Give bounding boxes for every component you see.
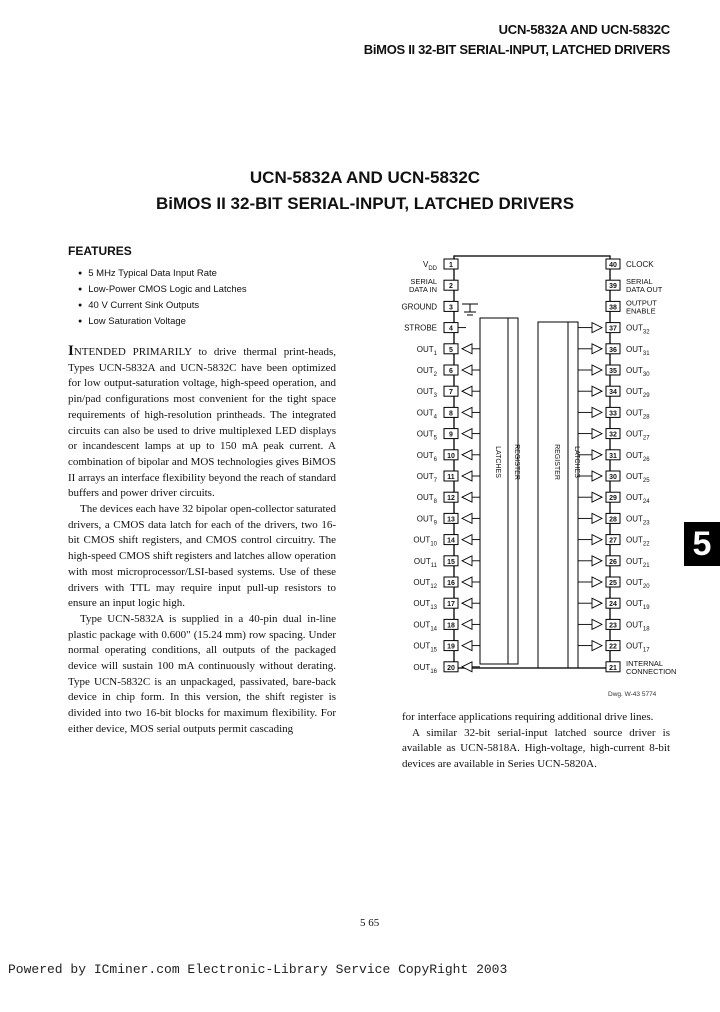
pin-label: SERIAL DATA IN bbox=[408, 277, 437, 295]
pin-number: 28 bbox=[609, 516, 617, 524]
ground-symbol bbox=[462, 304, 478, 315]
header-part-numbers: UCN-5832A AND UCN-5832C bbox=[498, 22, 670, 37]
pin-number: 13 bbox=[447, 516, 455, 524]
pin-label: $OUT_{30}$ bbox=[626, 366, 650, 378]
driver-triangle bbox=[592, 429, 602, 439]
driver-triangle bbox=[592, 535, 602, 545]
pin-label: $OUT_5$ bbox=[416, 429, 437, 442]
body-paragraph-2: The devices each have 32 bipolar open-collector saturated drivers, a CMOS data latch for each of the drivers, two 16-bit CMOS shift registers, and CMOS control circuitry. The high-speed CMOS shift registers and latches allow operation with most microprocessor/LSI-based systems. Use of these drivers with TTL may require input pull-up resistors to ensure an input logic high. bbox=[68, 503, 336, 610]
pin-number: 2 bbox=[449, 283, 453, 291]
body-column-left bbox=[68, 344, 336, 738]
pin-number: 37 bbox=[609, 325, 617, 333]
driver-triangle bbox=[462, 407, 472, 417]
pin-label: $OUT_{12}$ bbox=[413, 578, 437, 590]
pin-label: CLOCK bbox=[626, 260, 654, 269]
pin-label: GROUND bbox=[401, 302, 437, 312]
pin-label: $OUT_2$ bbox=[416, 366, 437, 378]
driver-triangle bbox=[462, 535, 472, 545]
driver-triangle bbox=[592, 492, 602, 502]
pin-label: $OUT_{20}$ bbox=[626, 578, 650, 590]
feature-item: ● Low-Power CMOS Logic and Latches bbox=[78, 282, 247, 298]
driver-triangle bbox=[462, 492, 472, 502]
pin-number: 34 bbox=[609, 389, 617, 397]
pinout-diagram bbox=[380, 252, 680, 708]
pin-label: $OUT_4$ bbox=[416, 408, 437, 421]
page-number: 5 65 bbox=[360, 917, 380, 929]
latches-block-right bbox=[568, 322, 578, 668]
driver-triangle bbox=[592, 471, 602, 481]
driver-triangle bbox=[462, 598, 472, 608]
pin-number: 10 bbox=[447, 452, 455, 460]
pin-number: 40 bbox=[609, 262, 617, 269]
latches-block-left bbox=[480, 318, 508, 664]
pin-label: $OUT_{31}$ bbox=[626, 344, 650, 357]
pin-number: 32 bbox=[609, 431, 617, 439]
pin-label: $OUT_{13}$ bbox=[413, 599, 437, 612]
pin-number: 16 bbox=[447, 580, 455, 587]
block-label: REGISTER bbox=[553, 444, 560, 480]
pin-label: $OUT_{17}$ bbox=[626, 641, 650, 654]
pin-label: $OUT_{16}$ bbox=[413, 662, 437, 675]
pin-label: INTERNAL CONNECTION bbox=[626, 658, 677, 676]
pin-label: STROBE bbox=[404, 323, 437, 333]
pin-number: 14 bbox=[447, 537, 455, 545]
driver-triangle bbox=[462, 450, 472, 460]
pin-label: $OUT_{24}$ bbox=[626, 493, 650, 506]
page-subtitle: BiMOS II 32-BIT SERIAL-INPUT, LATCHED DRIVERS bbox=[155, 194, 575, 213]
pin-number: 6 bbox=[449, 368, 453, 375]
section-tab: 5 bbox=[684, 522, 720, 566]
body-column-right bbox=[402, 710, 670, 773]
pin-label: SERIAL DATA OUT bbox=[626, 277, 663, 295]
pin-label: $OUT_{28}$ bbox=[626, 408, 650, 421]
pin-number: 25 bbox=[609, 580, 617, 587]
driver-triangle bbox=[462, 344, 472, 354]
dropcap: I bbox=[68, 343, 74, 359]
driver-triangle bbox=[462, 386, 472, 396]
pin-label: $OUT_{26}$ bbox=[626, 450, 650, 463]
pin-number: 22 bbox=[609, 643, 617, 651]
driver-triangle bbox=[462, 577, 472, 587]
pin-number: 31 bbox=[609, 452, 617, 460]
register-block-right bbox=[538, 322, 568, 668]
page-title: UCN-5832A AND UCN-5832C bbox=[249, 168, 481, 187]
pin-label: $OUT_{10}$ bbox=[413, 535, 437, 548]
pin-number: 27 bbox=[609, 537, 617, 545]
pin-number: 1 bbox=[449, 262, 453, 269]
body-paragraph-3-continued: for interface applications requiring additional drive lines. bbox=[402, 711, 654, 723]
pin-label: $OUT_{14}$ bbox=[413, 620, 437, 633]
driver-triangle bbox=[592, 513, 602, 523]
driver-triangle bbox=[592, 407, 602, 417]
pin-number: 38 bbox=[609, 304, 617, 312]
pin-number: 35 bbox=[609, 368, 617, 375]
features-list bbox=[78, 266, 247, 330]
features-heading: FEATURES bbox=[68, 244, 132, 258]
chip-body bbox=[454, 256, 610, 668]
pin-label: $OUT_{21}$ bbox=[626, 556, 650, 569]
pin-number: 15 bbox=[447, 558, 455, 566]
pin-number: 23 bbox=[609, 622, 617, 630]
pin-label: $OUT_3$ bbox=[416, 387, 437, 400]
pin-label: OUTPUT ENABLE bbox=[626, 298, 657, 316]
pin-number: 3 bbox=[449, 304, 453, 312]
pin-label: $OUT_{32}$ bbox=[626, 323, 650, 336]
driver-triangle bbox=[592, 598, 602, 608]
feature-item: ● 5 MHz Typical Data Input Rate bbox=[78, 266, 247, 282]
driver-triangle bbox=[592, 641, 602, 651]
pin-label: $OUT_{22}$ bbox=[626, 535, 650, 548]
pin-number: 39 bbox=[609, 283, 617, 291]
pin-number: 11 bbox=[447, 474, 455, 481]
pin-label: $OUT_6$ bbox=[416, 450, 437, 463]
driver-triangle bbox=[462, 513, 472, 523]
pin-label: $V_{DD}$ bbox=[422, 260, 437, 272]
driver-triangle bbox=[592, 386, 602, 396]
pin-label: $OUT_{23}$ bbox=[626, 514, 650, 527]
pin-number: 26 bbox=[609, 558, 617, 566]
paragraph-text: to drive thermal print-heads, Types UCN-5832A and UCN-5832C have been optimized for low output-saturation voltage, high-speed operation, and pin/pad configurations most convenient for the tight space requirements of high-resolution printheads. The integrated circuits can also be used to drive multiplexed LED displays or incandescent lamps at up to 150 mA peak current. A combination of bipolar and MOS technologies gives BiMOS II arrays an interface flexibility beyond the reach of standard buffers and power driver circuits. bbox=[68, 346, 336, 500]
driver-triangle bbox=[592, 450, 602, 460]
pin-number: 30 bbox=[609, 474, 617, 481]
pin-number: 36 bbox=[609, 346, 617, 354]
driver-triangle bbox=[462, 556, 472, 566]
pin-number: 20 bbox=[447, 664, 455, 672]
pin-number: 21 bbox=[609, 664, 617, 672]
driver-triangle bbox=[592, 577, 602, 587]
feature-item: ● Low Saturation Voltage bbox=[78, 314, 247, 330]
driver-triangle bbox=[462, 365, 472, 375]
pin-number: 7 bbox=[449, 389, 453, 397]
pin-number: 24 bbox=[609, 601, 617, 609]
lead-in: NTENDED PRIMARILY bbox=[73, 346, 192, 358]
driver-triangle bbox=[462, 641, 472, 651]
footer-copyright: Powered by ICminer.com Electronic-Library Service CopyRight 2003 bbox=[8, 962, 508, 977]
driver-triangle bbox=[592, 344, 602, 354]
pin-number: 18 bbox=[447, 622, 455, 630]
pin-label: $OUT_9$ bbox=[416, 514, 437, 527]
block-label: LATCHES bbox=[494, 446, 501, 478]
pin-number: 12 bbox=[447, 495, 455, 503]
pin-label: $OUT_{15}$ bbox=[413, 641, 437, 654]
pin-label: $OUT_{25}$ bbox=[626, 472, 650, 484]
pin-label: $OUT_{29}$ bbox=[626, 387, 650, 400]
pin-label: $OUT_{18}$ bbox=[626, 620, 650, 633]
pin-number: 9 bbox=[449, 431, 453, 439]
driver-triangle bbox=[462, 662, 472, 672]
drawing-number: Dwg. W-43 5774 bbox=[608, 691, 657, 698]
pin-number: 5 bbox=[449, 346, 453, 354]
driver-triangle bbox=[462, 471, 472, 481]
body-paragraph-3: Type UCN-5832A is supplied in a 40-pin dual in-line plastic package with 0.600" (15.24 mm) row spacing. Under normal operating conditions, all outputs of the packaged device will sustain 100 mA continuously without derating. Type UCN-5832C is an unpackaged, passivated, bare-back device in chip form. In this version, the shift register is divided into two 16-bit blocks for maximum flexibility. For either device, MOS serial outputs permit cascading bbox=[68, 612, 336, 735]
pin-label: $OUT_7$ bbox=[416, 472, 437, 484]
pin-label: $OUT_8$ bbox=[416, 493, 437, 506]
pin-label: $OUT_1$ bbox=[416, 344, 437, 357]
pin-label: $OUT_{11}$ bbox=[413, 556, 437, 569]
driver-triangle bbox=[462, 429, 472, 439]
body-paragraph-1 bbox=[68, 344, 336, 502]
register-block-left bbox=[508, 318, 518, 664]
pin-number: 33 bbox=[609, 410, 617, 418]
pin-label: $OUT_{27}$ bbox=[626, 429, 650, 442]
header-description: BiMOS II 32-BIT SERIAL-INPUT, LATCHED DRIVERS bbox=[363, 42, 670, 57]
pin-number: 19 bbox=[447, 643, 455, 651]
body-paragraph-4: A similar 32-bit serial-input latched source driver is available as UCN-5818A. High-voltage, high-current 8-bit devices are available in Series UCN-5820A. bbox=[402, 726, 670, 771]
driver-triangle bbox=[592, 323, 602, 333]
feature-item: ● 40 V Current Sink Outputs bbox=[78, 298, 247, 314]
driver-triangle bbox=[462, 619, 472, 629]
block-label: LATCHES bbox=[573, 446, 580, 478]
pin-number: 29 bbox=[609, 495, 617, 503]
pin-label: $OUT_{19}$ bbox=[626, 599, 650, 612]
pin-number: 4 bbox=[449, 325, 453, 333]
driver-triangle bbox=[592, 365, 602, 375]
driver-triangle bbox=[592, 556, 602, 566]
driver-triangle bbox=[592, 619, 602, 629]
pin-number: 17 bbox=[447, 601, 455, 609]
pin-number: 8 bbox=[449, 410, 453, 418]
block-label: REGISTER bbox=[513, 444, 520, 480]
